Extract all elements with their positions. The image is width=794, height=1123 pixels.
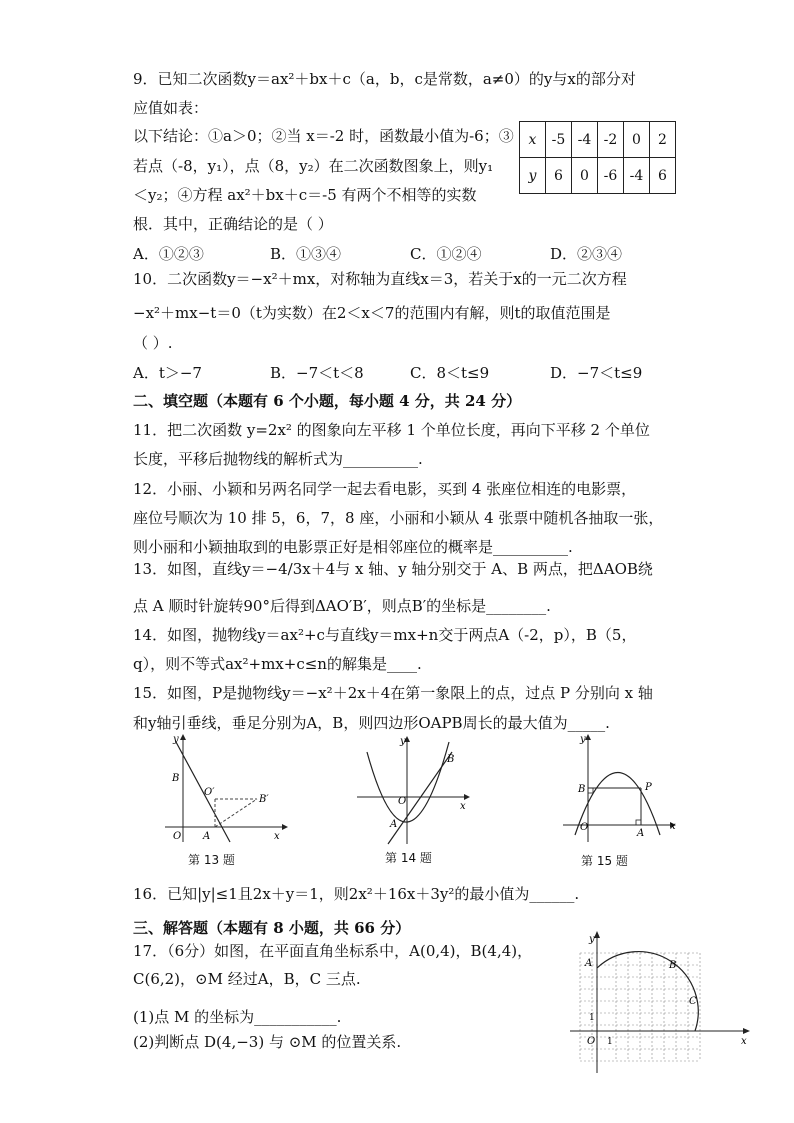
y-axis-arrow [585,734,591,740]
label-x: x [460,801,466,812]
right-angle-a [636,820,641,825]
label-y: y [173,734,179,745]
figure-14 [352,732,477,847]
q9-line1: 9．已知二次函数y＝ax²＋bx＋c（a，b，c是常数，a≠0）的y与x的部分对 [133,70,636,88]
label-a: A [390,819,398,830]
table-cell: -4 [572,122,598,158]
caption-15: 第 15 题 [581,854,628,868]
label-x: x [274,831,280,842]
table-cell: y [520,158,546,194]
caption-14: 第 14 题 [385,851,432,865]
label-b: B [447,754,455,765]
parabola [367,742,449,822]
table-cell: -4 [624,158,650,194]
label-a: A [637,828,645,839]
q16-line: 16．已知|y|≤1且2x＋y＝1，则2x²＋16x＋3y²的最小值为______. [133,885,580,903]
label-a: A [203,831,211,842]
q9-option-b: B．①③④ [270,245,342,263]
figure-13 [160,732,290,847]
label-y: y [589,934,595,945]
q10-line1: 10．二次函数y＝−x²＋mx，对称轴为直线x＝3，若关于x的一元二次方程 [133,270,627,288]
table-cell: 2 [650,122,676,158]
y-axis-arrow [180,734,186,740]
label-b-prime: B′ [259,794,269,805]
q9-line6: 根．其中，正确结论的是（ ） [133,215,333,233]
q17-line4: (2)判断点 D(4,−3) 与 ⊙M 的位置关系. [133,1033,402,1051]
q10-option-c: C．8＜t≤9 [410,364,490,382]
q14-line1: 14．如图，抛物线y＝ax²+c与直线y＝mx+n交于两点A（-2，p），B（5， [133,626,637,644]
q12-line2: 座位号顺次为 10 排 5，6，7，8 座，小丽和小颖从 4 张票中随机各抽取一张， [133,509,664,527]
label-o: O [580,822,589,833]
label-x: x [670,821,676,832]
q10-line3: （ ）. [133,334,173,352]
q13-line2: 点 A 顺时针旋转90°后得到ΔAO′B′，则点B′的坐标是________. [133,597,551,615]
q17-line2: C(6,2)，⊙M 经过A，B，C 三点. [133,970,361,988]
q12-line1: 12．小丽、小颖和另两名同学一起去看电影，买到 4 张座位相连的电影票， [133,480,637,498]
label-o: O [173,831,182,842]
q17-line3: (1)点 M 的坐标为___________. [133,1008,342,1026]
x-axis-arrow [464,794,470,800]
q10-option-d: D．−7＜t≤9 [550,364,643,382]
q9-option-c: C．①②④ [410,245,482,263]
table-row [520,158,676,194]
table-cell: -2 [598,122,624,158]
table-cell: 6 [650,158,676,194]
label-y: y [580,734,586,745]
table-cell: -5 [546,122,572,158]
label-o: O [398,796,407,807]
right-angle-b [588,788,593,793]
q12-line3: 则小丽和小颖抽取到的电影票正好是相邻座位的概率是__________. [133,538,573,556]
label-x: x [741,1036,747,1047]
q9-line5: ＜y₂；④方程 ax²＋bx＋c＝-5 有两个不相等的实数 [133,186,477,204]
label-b: B [578,784,586,795]
label-b: B [172,773,180,784]
figure-15 [560,730,685,848]
q9-line3: 以下结论：①a＞0；②当 x＝-2 时，函数最小值为-6；③ [133,127,514,145]
label-one-y: 1 [589,1013,595,1023]
table-cell: 6 [546,158,572,194]
table-cell: 0 [572,158,598,194]
section-solve-heading: 三、解答题（本题有 8 小题，共 66 分） [133,919,411,937]
q11-line1: 11．把二次函数 y=2x² 的图象向左平移 1 个单位长度，再向下平移 2 个单位 [133,421,650,439]
label-o: O [587,1036,596,1047]
label-b: B [669,960,677,971]
q15-line2: 和y轴引垂线，垂足分别为A，B，则四边形OAPB周长的最大值为_____. [133,714,610,732]
label-y: y [400,736,406,747]
circle-arc [597,952,698,1031]
q9-line4: 若点（-8，y₁），点（8，y₂）在二次函数图象上，则y₁ [133,157,494,175]
q15-line1: 15．如图，P是抛物线y＝−x²＋2x＋4在第一象限上的点，过点 P 分别向 x 轴 [133,684,653,702]
figure-17 [565,928,755,1076]
y-axis-arrow [594,931,600,938]
label-c: C [689,996,697,1007]
label-one-x: 1 [607,1037,613,1047]
dashed-a-b-prime [215,799,257,827]
section-fill-in-heading: 二、填空题（本题有 6 个小题，每小题 4 分，共 24 分） [133,392,522,410]
x-axis-arrow [743,1028,750,1034]
grid [580,953,700,1061]
q13-line1: 13．如图，直线y＝−4/3x＋4与 x 轴、y 轴分别交于 A、B 两点，把ΔAOB绕 [133,560,653,578]
caption-13: 第 13 题 [188,853,235,867]
q10-option-a: A．t＞−7 [133,364,202,382]
q10-option-b: B．−7＜t＜8 [270,364,364,382]
table-cell: 0 [624,122,650,158]
label-p: P [645,782,652,793]
table-cell: -6 [598,158,624,194]
q17-line1: 17．（6分）如图，在平面直角坐标系中，A(0,4)，B(4,4)， [133,942,533,960]
q9-line2: 应值如表： [133,99,209,117]
q11-line2: 长度，平移后抛物线的解析式为__________. [133,450,423,468]
table-cell: x [520,122,546,158]
label-a: A [585,958,593,969]
q9-option-a: A．①②③ [133,245,204,263]
label-o-prime: O′ [204,787,215,798]
q14-line2: q），则不等式ax²+mx+c≤n的解集是____. [133,655,422,673]
table-row [520,122,676,158]
q10-line2: −x²＋mx−t＝0（t为实数）在2＜x＜7的范围内有解，则t的取值范围是 [133,304,611,322]
value-table [519,121,676,194]
x-axis-arrow [282,824,288,830]
q9-option-d: D．②③④ [550,245,623,263]
